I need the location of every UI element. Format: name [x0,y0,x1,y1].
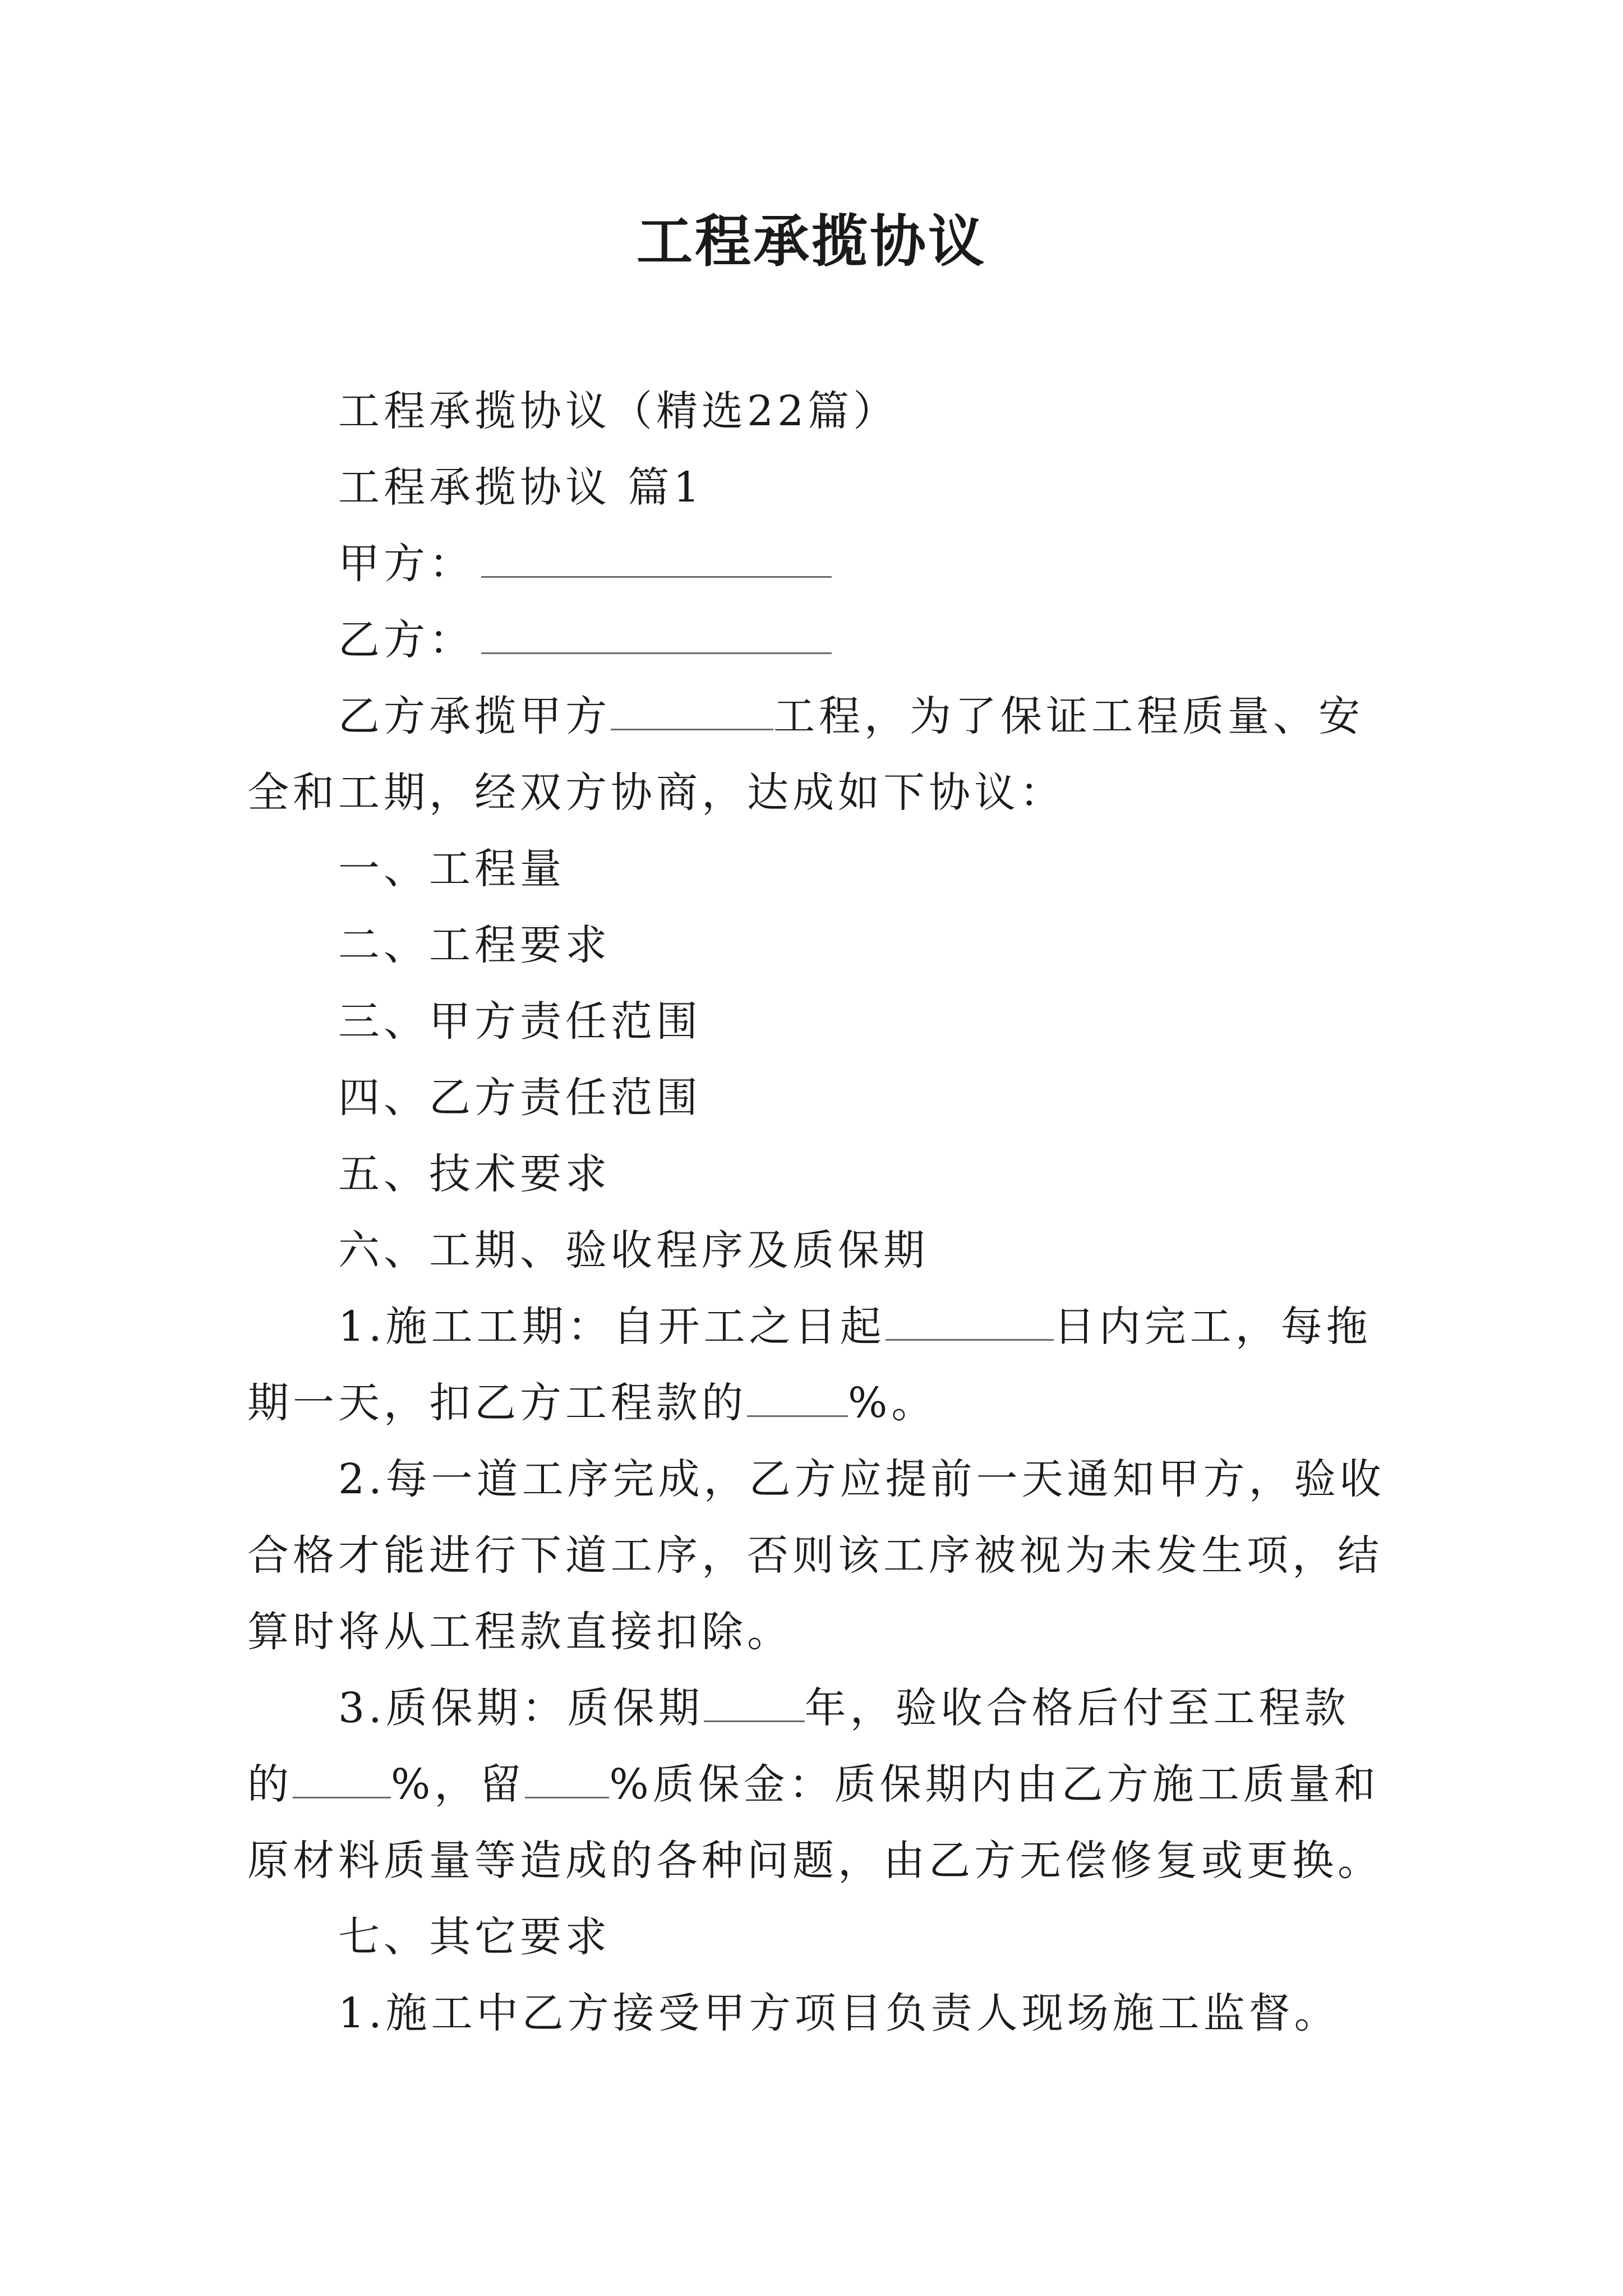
clause-7-1: 1.施工中乙方接受甲方项目负责人现场施工监督。 [338,1989,1340,2037]
section-2-heading: 二、工程要求 [338,921,611,969]
section-6-heading: 六、工期、验收程序及质保期 [338,1226,929,1274]
intro-text-1: 乙方承揽甲方 [338,692,611,740]
party-a-blank [481,544,832,578]
project-name-blank [611,696,773,730]
clause-6-1-text-2: 日内完工，每拖期一天，扣乙方工程款的 [247,1303,1372,1427]
section-4-heading: 四、乙方责任范围 [338,1074,702,1122]
party-a-line [247,526,1391,602]
document-body [247,373,1391,2051]
document-title: 工程承揽协议 [637,208,986,274]
clause-6-1-text-3: %。 [848,1379,937,1427]
party-b-blank [481,620,832,654]
clause-6-1 [247,1289,1391,1441]
penalty-percent-blank [747,1383,848,1417]
payment-percent-blank [293,1764,391,1798]
party-b-line [247,602,1391,678]
section-3-heading: 三、甲方责任范围 [338,997,702,1046]
party-b-label: 乙方： [338,616,474,664]
warranty-years-blank [704,1688,805,1722]
intro-text-2: 工程，为了保证工程质量、安全和工期，经双方协商，达成如下协议： [247,692,1364,817]
clause-6-3-text-4: %质保金：质保期内由乙方施工质量和原材料质量等造成的各种问题，由乙方无偿修复或更换。 [247,1760,1383,1885]
document-subtitle: 工程承揽协议（精选22篇） [338,387,899,435]
section-7-heading: 七、其它要求 [338,1913,611,1961]
clause-6-1-text-1: 1.施工工期：自开工之日起 [338,1303,886,1351]
clause-6-3 [247,1670,1391,1899]
section-5-heading: 五、技术要求 [338,1150,611,1198]
clause-6-3-text-2: 年，验收合格后付至工程款的 [247,1684,1350,1809]
section-heading: 工程承揽协议 篇1 [338,463,704,512]
section-1-heading: 一、工程量 [338,845,565,893]
intro-paragraph [247,678,1391,831]
work-days-blank [886,1306,1054,1341]
clause-6-3-text-1: 3.质保期：质保期 [338,1684,704,1732]
clause-6-2: 2.每一道工序完成，乙方应提前一天通知甲方，验收合格才能进行下道工序，否则该工序被视为未发生项，结算时将从工程款直接扣除。 [247,1455,1385,1656]
clause-6-3-text-3: %，留 [391,1760,525,1809]
party-a-label: 甲方： [338,540,474,588]
retention-percent-blank [525,1764,609,1798]
